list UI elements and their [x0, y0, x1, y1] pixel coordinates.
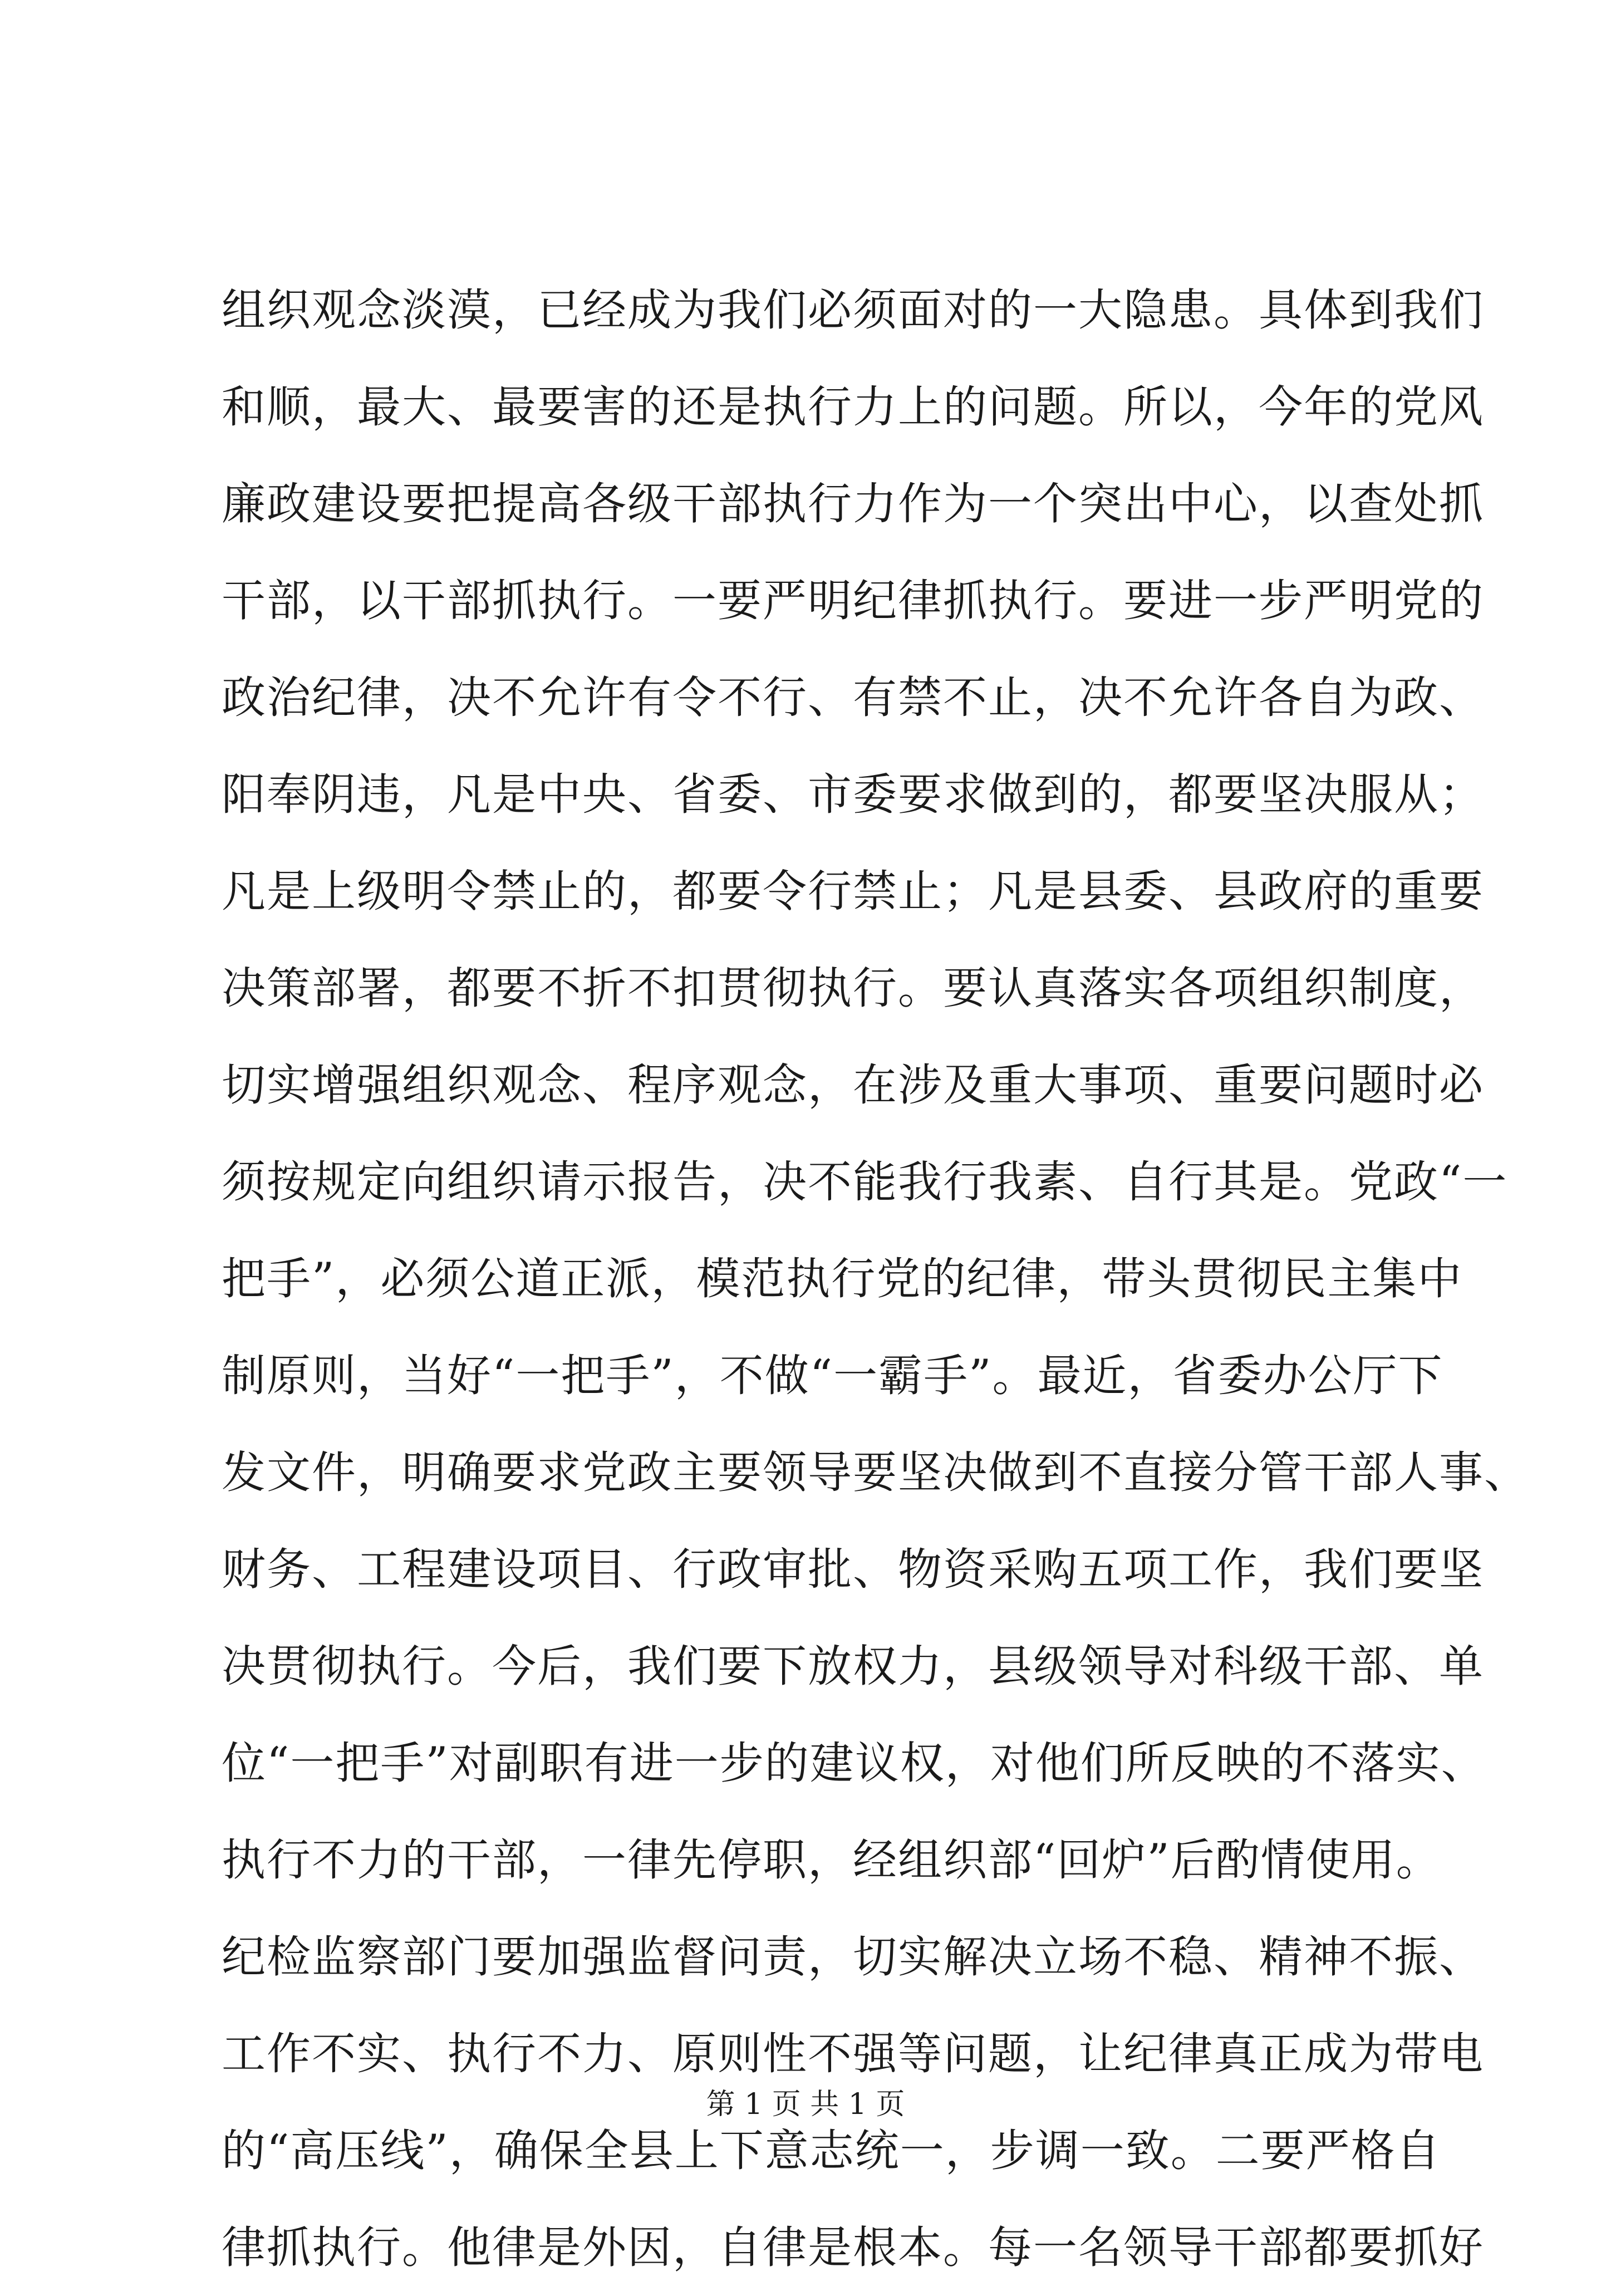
text-line: 财务、工程建设项目、行政审批、物资采购五项工作，我们要坚 [222, 1544, 1484, 1595]
text-line: 工作不实、执行不力、原则性不强等问题，让纪律真正成为带电 [222, 2028, 1484, 2079]
text-line: 制原则，当好“一把手”，不做“一霸手”。最近，省委办公厅下 [222, 1350, 1443, 1401]
text-line: 干部，以干部抓执行。一要严明纪律抓执行。要进一步严明党的 [222, 575, 1484, 626]
text-line: 凡是上级明令禁止的，都要令行禁止；凡是县委、县政府的重要 [222, 866, 1484, 917]
text-line: 廉政建设要把提高各级干部执行力作为一个突出中心，以查处抓 [222, 478, 1484, 529]
page-footer: 第 1 页 共 1 页 [706, 2088, 905, 2121]
text-line: 阳奉阴违，凡是中央、省委、市委要求做到的，都要坚决服从； [222, 769, 1484, 820]
body-text [222, 262, 1529, 2296]
text-line: 组织观念淡漠，已经成为我们必须面对的一大隐患。具体到我们 [222, 284, 1484, 336]
text-line: 把手”，必须公道正派，模范执行党的纪律，带头贯彻民主集中 [222, 1253, 1463, 1304]
text-line: 发文件，明确要求党政主要领导要坚决做到不直接分管干部人事、 [222, 1447, 1529, 1498]
text-line: 律抓执行。他律是外因，自律是根本。每一名领导干部都要抓好 [222, 2222, 1484, 2273]
text-line: 须按规定向组织请示报告，决不能我行我素、自行其是。党政“一 [222, 1156, 1508, 1208]
text-line: 的“高压线”，确保全县上下意志统一，步调一致。二要严格自 [222, 2125, 1441, 2176]
text-line: 政治纪律，决不允许有令不行、有禁不止，决不允许各自为政、 [222, 672, 1484, 723]
text-line: 执行不力的干部，一律先停职，经组织部“回炉”后酌情使用。 [222, 1834, 1441, 1886]
text-line: 和顺，最大、最要害的还是执行力上的问题。所以，今年的党风 [222, 381, 1484, 433]
text-line: 纪检监察部门要加强监督问责，切实解决立场不稳、精神不振、 [222, 1931, 1484, 1983]
text-line: 决贯彻执行。今后，我们要下放权力，县级领导对科级干部、单 [222, 1641, 1484, 1692]
text-line: 决策部署，都要不折不扣贯彻执行。要认真落实各项组织制度， [222, 963, 1484, 1014]
text-line: 切实增强组织观念、程序观念，在涉及重大事项、重要问题时必 [222, 1059, 1484, 1111]
text-line: 位“一把手”对副职有进一步的建议权，对他们所反映的不落实、 [222, 1738, 1486, 1789]
